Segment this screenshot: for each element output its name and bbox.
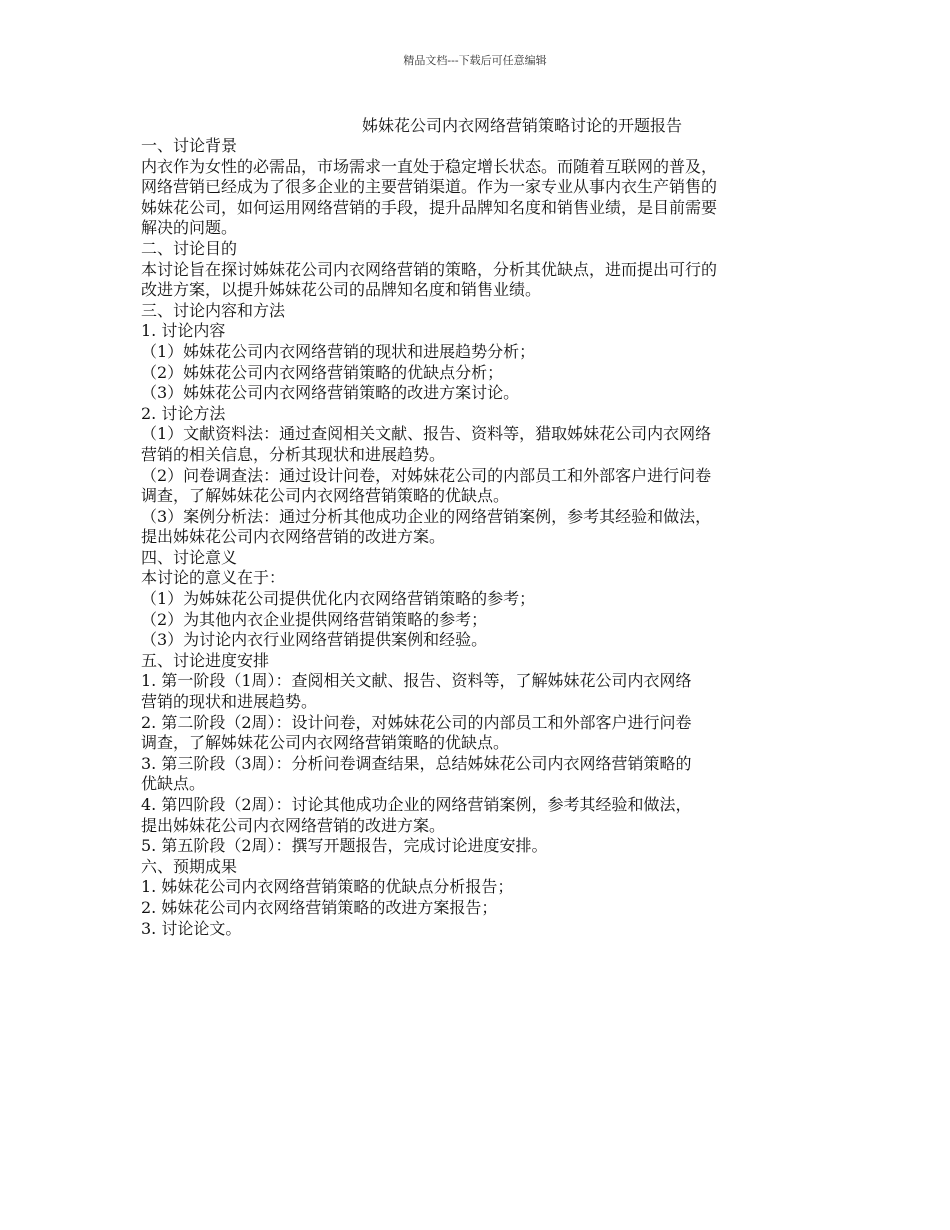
list-item: 3. 第三阶段（3周）：分析问卷调查结果，总结姊妹花公司内衣网络营销策略的 <box>141 753 692 773</box>
section-heading-content-methods: 三、讨论内容和方法 <box>141 300 286 320</box>
paragraph-line: 本讨论旨在探讨姊妹花公司内衣网络营销的策略，分析其优缺点，进而提出可行的 <box>141 259 718 279</box>
subheading-content: 1. 讨论内容 <box>141 321 226 341</box>
list-item: （2）问卷调查法：通过设计问卷，对姊妹花公司的内部员工和外部客户进行问卷 <box>141 465 712 485</box>
paragraph-line: 网络营销已经成为了很多企业的主要营销渠道。作为一家专业从事内衣生产销售的 <box>141 177 718 197</box>
list-item-continuation: 提出姊妹花公司内衣网络营销的改进方案。 <box>141 815 446 835</box>
list-item: （1）为姊妹花公司提供优化内衣网络营销策略的参考； <box>141 589 536 609</box>
list-item: 5. 第五阶段（2周）：撰写开题报告，完成讨论进度安排。 <box>141 836 548 856</box>
section-heading-significance: 四、讨论意义 <box>141 547 238 567</box>
section-heading-purpose: 二、讨论目的 <box>141 238 238 258</box>
list-item-continuation: 营销的相关信息，分析其现状和进展趋势。 <box>141 444 446 464</box>
paragraph-line: 改进方案，以提升姊妹花公司的品牌知名度和销售业绩。 <box>141 280 542 300</box>
paragraph-line: 姊妹花公司，如何运用网络营销的手段，提升品牌知名度和销售业绩，是目前需要 <box>141 197 718 217</box>
subheading-methods: 2. 讨论方法 <box>141 403 226 423</box>
paragraph-line: 内衣作为女性的必需品，市场需求一直处于稳定增长状态。而随着互联网的普及， <box>141 156 718 176</box>
document-body <box>141 136 821 939</box>
list-item-continuation: 营销的现状和进展趋势。 <box>141 692 318 712</box>
list-item: 2. 姊妹花公司内衣网络营销策略的改进方案报告； <box>141 897 498 917</box>
list-item: （2）为其他内衣企业提供网络营销策略的参考； <box>141 609 488 629</box>
list-item: （2）姊妹花公司内衣网络营销策略的优缺点分析； <box>141 362 504 382</box>
list-item: 1. 姊妹花公司内衣网络营销策略的优缺点分析报告； <box>141 877 514 897</box>
list-item-continuation: 优缺点。 <box>141 774 206 794</box>
paragraph-line: 解决的问题。 <box>141 218 238 238</box>
list-item-continuation: 调查，了解姊妹花公司内衣网络营销策略的优缺点。 <box>141 486 510 506</box>
list-item: （1）文献资料法：通过查阅相关文献、报告、资料等，猎取姊妹花公司内衣网络 <box>141 424 712 444</box>
list-item: 3. 讨论论文。 <box>141 918 242 938</box>
list-item: 1. 第一阶段（1周）：查阅相关文献、报告、资料等，了解姊妹花公司内衣网络 <box>141 671 692 691</box>
section-heading-schedule: 五、讨论进度安排 <box>141 650 270 670</box>
list-item-continuation: 调查，了解姊妹花公司内衣网络营销策略的优缺点。 <box>141 733 510 753</box>
list-item: （3）姊妹花公司内衣网络营销策略的改进方案讨论。 <box>141 383 520 403</box>
list-item: 4. 第四阶段（2周）：讨论其他成功企业的网络营销案例，参考其经验和做法， <box>141 795 692 814</box>
document-title: 姊妹花公司内衣网络营销策略讨论的开题报告 <box>362 116 683 135</box>
section-heading-background: 一、讨论背景 <box>141 136 238 155</box>
section-heading-outcomes: 六、预期成果 <box>141 856 238 876</box>
list-item-continuation: 提出姊妹花公司内衣网络营销的改进方案。 <box>141 527 446 547</box>
page-header: 精品文档---下载后可任意编辑 <box>403 54 547 67</box>
list-item: （3）为讨论内衣行业网络营销提供案例和经验。 <box>141 630 488 650</box>
list-item: （1）姊妹花公司内衣网络营销的现状和进展趋势分析； <box>141 341 536 361</box>
list-item: （3）案例分析法：通过分析其他成功企业的网络营销案例，参考其经验和做法， <box>141 506 712 526</box>
list-item: 2. 第二阶段（2周）：设计问卷，对姊妹花公司的内部员工和外部客户进行问卷 <box>141 712 692 732</box>
paragraph-line: 本讨论的意义在于： <box>141 568 286 588</box>
